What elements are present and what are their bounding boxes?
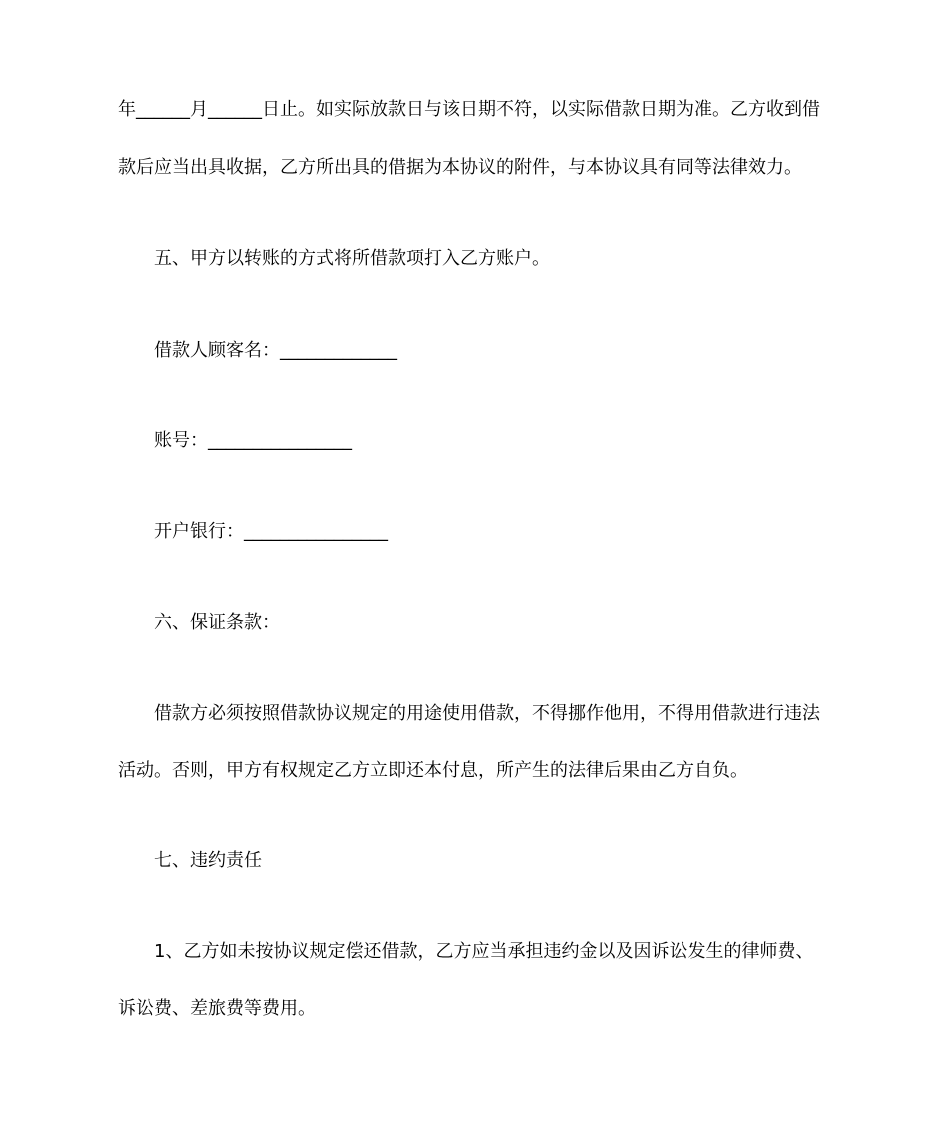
loan-date-paragraph-line-2: 款后应当出具收据，乙方所出具的借据为本协议的附件，与本协议具有同等法律效力。 [118,157,802,178]
bank-field: 开户银行：________________ [154,521,388,542]
section-seven-heading: 七、违约责任 [154,850,262,871]
breach-clause-line-1: 1、乙方如未按协议规定偿还借款，乙方应当承担违约金以及因诉讼发生的律师费、 [154,941,814,962]
section-five-heading: 五、甲方以转账的方式将所借款项打入乙方账户。 [154,248,550,269]
loan-date-paragraph-line-1: 年______月______日止。如实际放款日与该日期不符，以实际借款日期为准。乙方收到借 [118,99,820,120]
breach-clause-line-2: 诉讼费、差旅费等费用。 [118,998,316,1019]
guarantee-paragraph-line-1: 借款方必须按照借款协议规定的用途使用借款，不得挪作他用，不得用借款进行违法 [154,703,820,724]
borrower-name-field: 借款人顾客名：_____________ [154,340,397,361]
account-number-field: 账号：________________ [154,430,352,451]
section-six-heading: 六、保证条款： [154,612,280,633]
guarantee-paragraph-line-2: 活动。否则，甲方有权规定乙方立即还本付息，所产生的法律后果由乙方自负。 [118,760,748,781]
